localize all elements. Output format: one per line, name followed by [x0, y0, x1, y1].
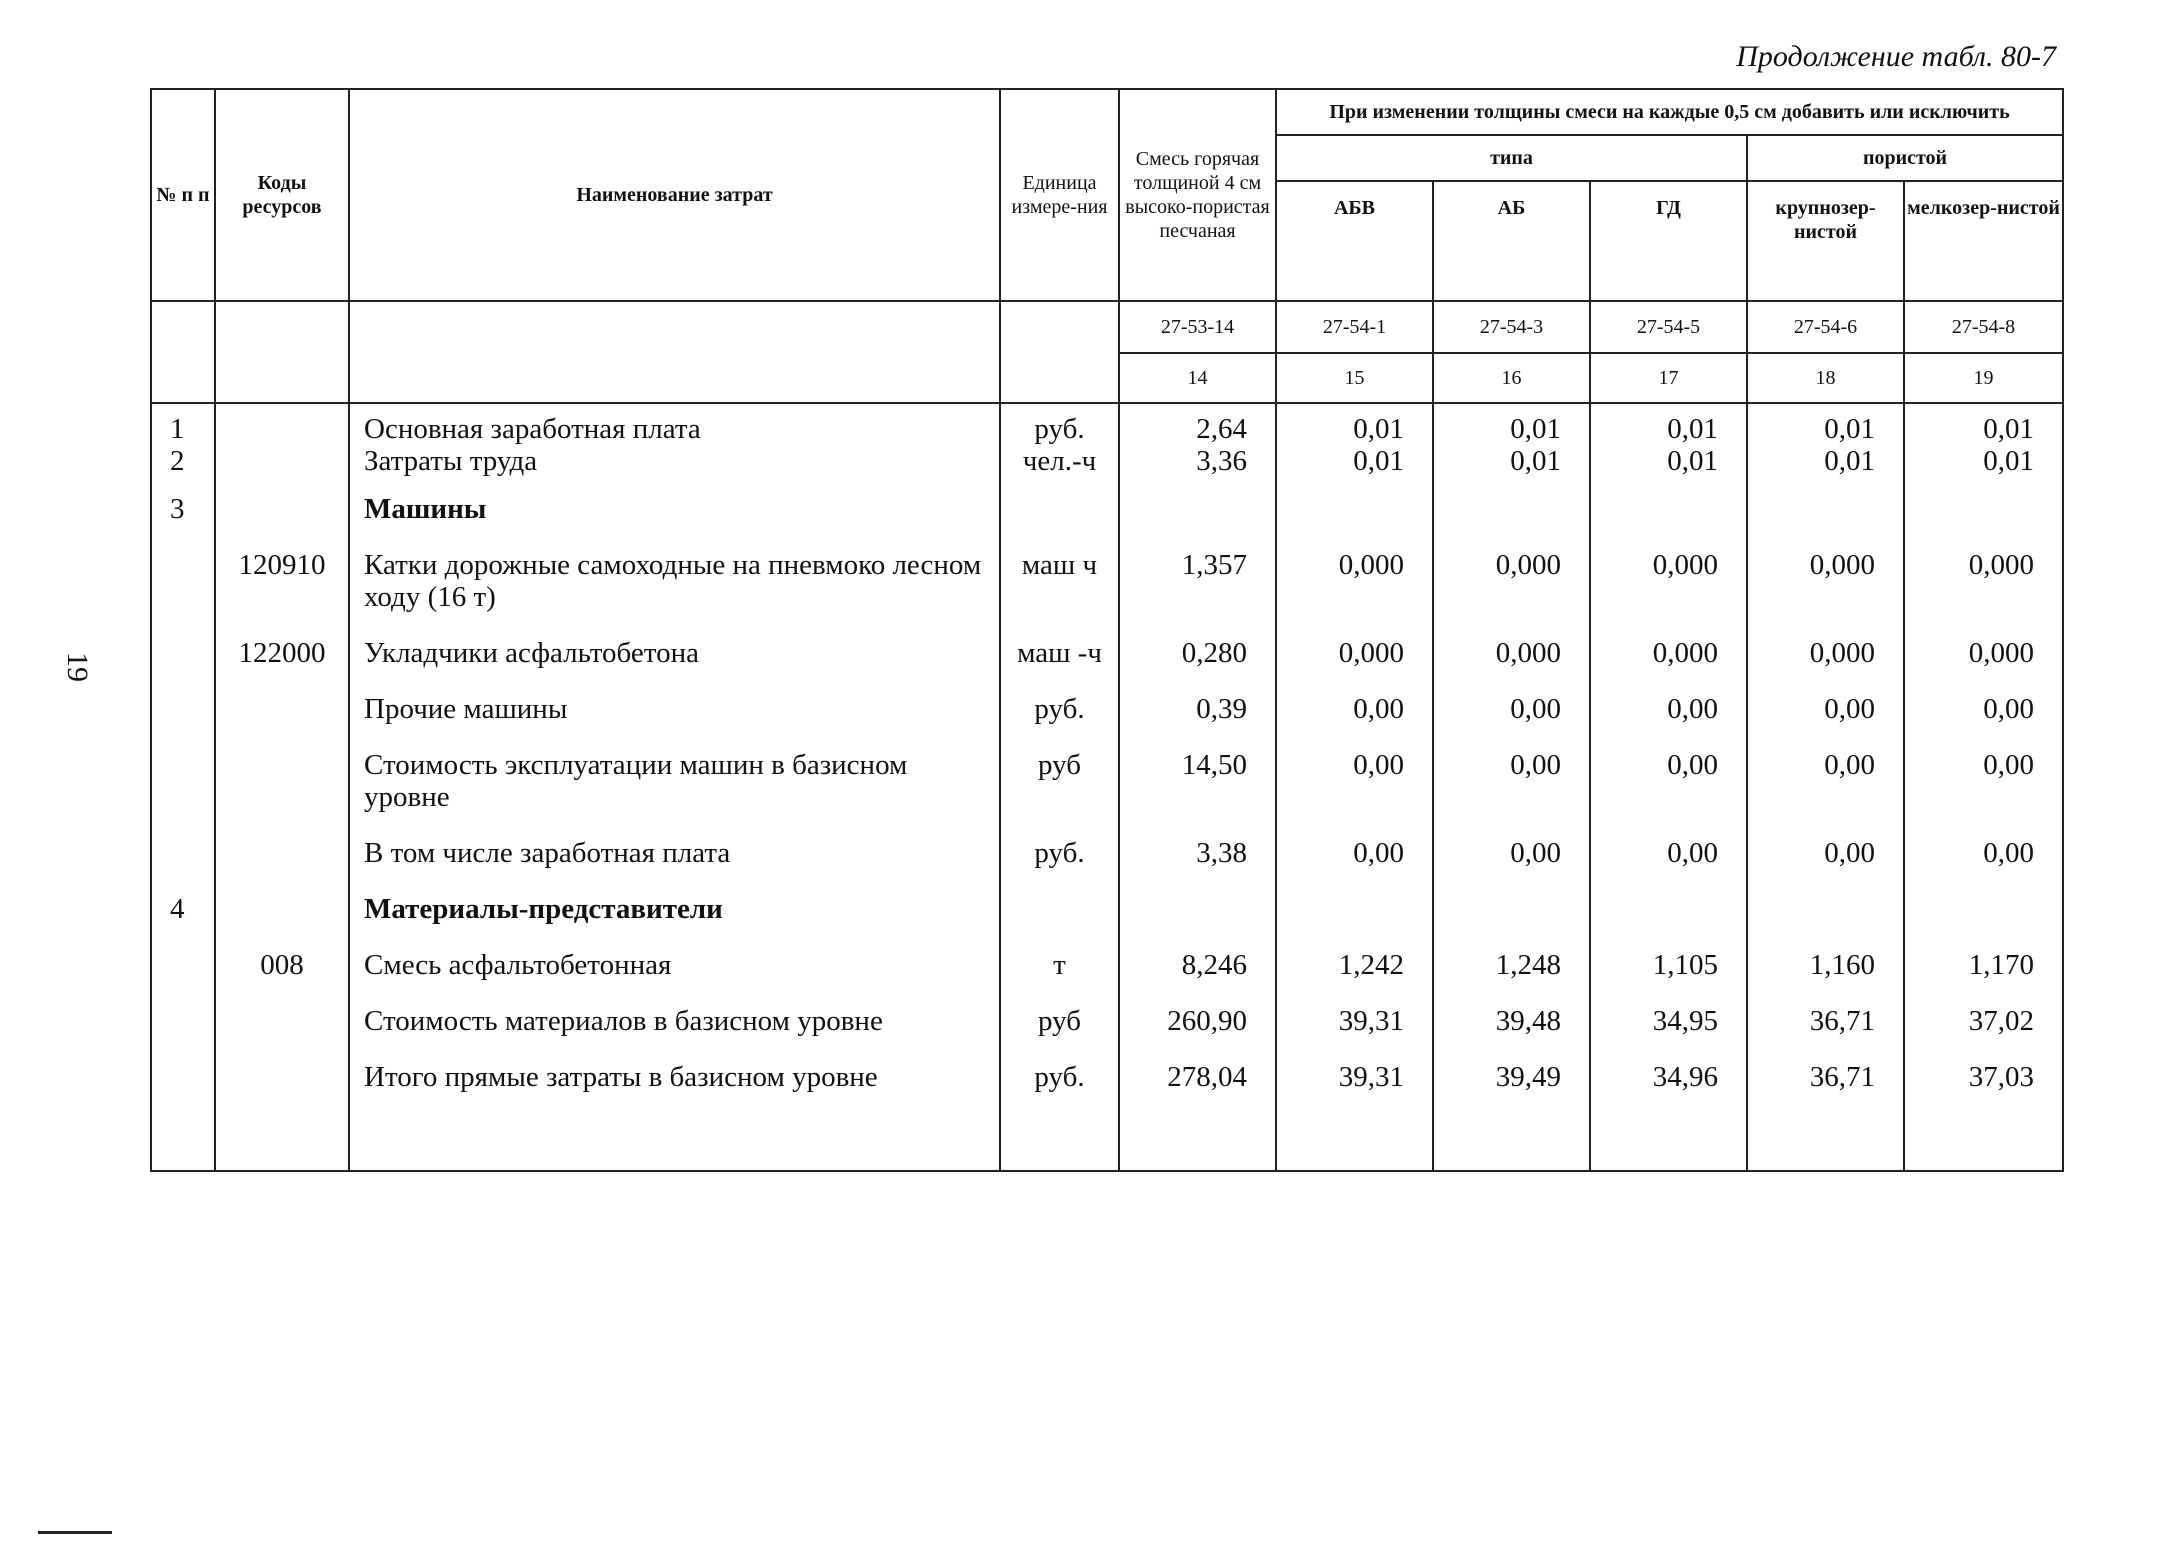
column-number: 17 [1590, 353, 1747, 403]
code-cell: 27-54-6 [1747, 301, 1904, 353]
value-cell: 0,01 [1904, 446, 2063, 478]
code-cell: 27-54-8 [1904, 301, 2063, 353]
table-row [151, 403, 2063, 446]
value-cell: 1,160 [1747, 942, 1904, 998]
value-cell [1904, 478, 2063, 542]
value-cell [1433, 886, 1590, 942]
value-cell: 39,49 [1433, 1054, 1590, 1110]
value-cell: 14,50 [1119, 742, 1276, 830]
value-cell [1904, 886, 2063, 942]
unit: руб. [1000, 686, 1119, 742]
header-type-group: типа [1276, 135, 1747, 181]
value-cell: 0,00 [1590, 830, 1747, 886]
empty-cell [1433, 1110, 1590, 1171]
value-cell: 8,246 [1119, 942, 1276, 998]
empty-cell [151, 1110, 215, 1171]
value-cell: 0,000 [1590, 542, 1747, 630]
value-cell: 0,00 [1904, 686, 2063, 742]
header-sub-ab: АБ [1433, 181, 1590, 301]
value-cell: 0,000 [1433, 542, 1590, 630]
header-blank [1000, 353, 1119, 403]
row-number [151, 998, 215, 1054]
unit: руб. [1000, 403, 1119, 446]
value-cell: 0,00 [1433, 830, 1590, 886]
value-cell: 0,000 [1747, 630, 1904, 686]
header-unit: Единица измере-ния [1000, 89, 1119, 301]
resource-code [215, 998, 349, 1054]
cost-name: Катки дорожные самоходные на пневмоко лесном ходу (16 т) [349, 542, 1000, 630]
value-cell: 0,000 [1276, 630, 1433, 686]
resource-code [215, 403, 349, 446]
unit: руб. [1000, 830, 1119, 886]
table-row [151, 942, 2063, 998]
cost-name: Машины [349, 478, 1000, 542]
cost-name: Затраты труда [349, 446, 1000, 478]
header-porous-group: пористой [1747, 135, 2063, 181]
value-cell: 0,000 [1276, 542, 1433, 630]
resource-code [215, 478, 349, 542]
resource-code [215, 446, 349, 478]
value-cell: 0,00 [1276, 742, 1433, 830]
cost-name: Стоимость эксплуатации машин в базисном уровне [349, 742, 1000, 830]
empty-cell [1000, 1110, 1119, 1171]
value-cell [1276, 478, 1433, 542]
header-blank [349, 353, 1000, 403]
value-cell: 0,01 [1904, 403, 2063, 446]
value-cell: 0,01 [1433, 403, 1590, 446]
column-number: 16 [1433, 353, 1590, 403]
value-cell: 0,00 [1904, 742, 2063, 830]
value-cell: 3,38 [1119, 830, 1276, 886]
resource-code [215, 830, 349, 886]
value-cell: 278,04 [1119, 1054, 1276, 1110]
cost-name: В том числе заработная плата [349, 830, 1000, 886]
table-row [151, 998, 2063, 1054]
resource-code [215, 742, 349, 830]
value-cell: 0,000 [1904, 630, 2063, 686]
value-cell: 0,000 [1747, 542, 1904, 630]
table-row [151, 478, 2063, 542]
empty-cell [1119, 1110, 1276, 1171]
value-cell: 0,00 [1433, 742, 1590, 830]
header-sub-gd: ГД [1590, 181, 1747, 301]
empty-cell [1590, 1110, 1747, 1171]
table-body [151, 403, 2063, 1171]
resource-code: 122000 [215, 630, 349, 686]
table-bottom-row [151, 1110, 2063, 1171]
empty-cell [1904, 1110, 2063, 1171]
value-cell [1590, 886, 1747, 942]
value-cell: 0,01 [1433, 446, 1590, 478]
unit: маш ч [1000, 542, 1119, 630]
value-cell: 0,00 [1747, 686, 1904, 742]
value-cell: 39,48 [1433, 998, 1590, 1054]
empty-cell [349, 1110, 1000, 1171]
value-cell: 1,105 [1590, 942, 1747, 998]
value-cell: 0,000 [1433, 630, 1590, 686]
unit: руб [1000, 742, 1119, 830]
table-row [151, 830, 2063, 886]
cost-name: Прочие машины [349, 686, 1000, 742]
header-blank [215, 353, 349, 403]
value-cell: 0,01 [1590, 403, 1747, 446]
table-row [151, 742, 2063, 830]
resource-code: 120910 [215, 542, 349, 630]
header-sub-coarse: крупнозер-нистой [1747, 181, 1904, 301]
unit [1000, 886, 1119, 942]
column-number: 19 [1904, 353, 2063, 403]
header-blank [151, 301, 215, 353]
value-cell: 0,00 [1590, 686, 1747, 742]
empty-cell [1276, 1110, 1433, 1171]
value-cell: 0,01 [1747, 403, 1904, 446]
cost-name: Материалы-представители [349, 886, 1000, 942]
value-cell: 1,242 [1276, 942, 1433, 998]
value-cell: 0,01 [1747, 446, 1904, 478]
value-cell: 0,00 [1433, 686, 1590, 742]
row-number: 4 [151, 886, 215, 942]
header-blank [215, 301, 349, 353]
value-cell: 0,000 [1904, 542, 2063, 630]
empty-cell [215, 1110, 349, 1171]
footer-rule [38, 1531, 112, 1534]
value-cell: 0,00 [1747, 742, 1904, 830]
value-cell: 0,00 [1747, 830, 1904, 886]
code-cell: 27-53-14 [1119, 301, 1276, 353]
column-number: 14 [1119, 353, 1276, 403]
value-cell: 36,71 [1747, 1054, 1904, 1110]
header-num: № п п [151, 89, 215, 301]
value-cell [1276, 886, 1433, 942]
table-row [151, 1054, 2063, 1110]
resource-code [215, 1054, 349, 1110]
value-cell [1590, 478, 1747, 542]
table-row [151, 686, 2063, 742]
cost-name: Основная заработная плата [349, 403, 1000, 446]
resource-code [215, 686, 349, 742]
value-cell: 1,170 [1904, 942, 2063, 998]
row-number: 2 [151, 446, 215, 478]
value-cell: 37,02 [1904, 998, 2063, 1054]
cost-table [150, 88, 2064, 1172]
cost-name: Укладчики асфальтобетона [349, 630, 1000, 686]
value-cell: 0,280 [1119, 630, 1276, 686]
value-cell: 1,248 [1433, 942, 1590, 998]
value-cell: 1,357 [1119, 542, 1276, 630]
header-mix-column: Смесь горячая толщиной 4 см высоко-пористая песчаная [1119, 89, 1276, 301]
value-cell: 0,00 [1590, 742, 1747, 830]
value-cell [1433, 478, 1590, 542]
row-number [151, 686, 215, 742]
row-number [151, 630, 215, 686]
cost-name: Итого прямые затраты в базисном уровне [349, 1054, 1000, 1110]
header-change-title: При изменении толщины смеси на каждые 0,5 см добавить или исключить [1276, 89, 2063, 135]
unit: руб [1000, 998, 1119, 1054]
value-cell: 0,39 [1119, 686, 1276, 742]
resource-code: 008 [215, 942, 349, 998]
value-cell: 39,31 [1276, 998, 1433, 1054]
row-number [151, 542, 215, 630]
header-blank [349, 301, 1000, 353]
value-cell: 0,000 [1590, 630, 1747, 686]
value-cell: 3,36 [1119, 446, 1276, 478]
value-cell: 0,00 [1904, 830, 2063, 886]
row-number [151, 942, 215, 998]
value-cell: 2,64 [1119, 403, 1276, 446]
header-sub-fine: мелкозер-нистой [1904, 181, 2063, 301]
unit: чел.-ч [1000, 446, 1119, 478]
code-cell: 27-54-5 [1590, 301, 1747, 353]
table-row [151, 630, 2063, 686]
code-cell: 27-54-3 [1433, 301, 1590, 353]
page-number: 19 [61, 652, 94, 682]
value-cell: 36,71 [1747, 998, 1904, 1054]
code-cell: 27-54-1 [1276, 301, 1433, 353]
unit [1000, 478, 1119, 542]
table-row [151, 542, 2063, 630]
value-cell: 39,31 [1276, 1054, 1433, 1110]
header-blank [1000, 301, 1119, 353]
value-cell [1119, 478, 1276, 542]
value-cell [1119, 886, 1276, 942]
value-cell: 34,95 [1590, 998, 1747, 1054]
value-cell [1747, 478, 1904, 542]
value-cell: 0,00 [1276, 686, 1433, 742]
unit: т [1000, 942, 1119, 998]
row-number [151, 830, 215, 886]
table-continuation-caption: Продолжение табл. 80-7 [1736, 40, 2056, 73]
unit: руб. [1000, 1054, 1119, 1110]
cost-name: Смесь асфальтобетонная [349, 942, 1000, 998]
unit: маш -ч [1000, 630, 1119, 686]
cost-table-container [150, 88, 2062, 1098]
row-number: 3 [151, 478, 215, 542]
empty-cell [1747, 1110, 1904, 1171]
column-number: 18 [1747, 353, 1904, 403]
value-cell: 34,96 [1590, 1054, 1747, 1110]
resource-code [215, 886, 349, 942]
value-cell [1747, 886, 1904, 942]
header-sub-abv: АБВ [1276, 181, 1433, 301]
cost-name: Стоимость материалов в базисном уровне [349, 998, 1000, 1054]
value-cell: 0,01 [1590, 446, 1747, 478]
header-codes: Коды ресурсов [215, 89, 349, 301]
row-number: 1 [151, 403, 215, 446]
value-cell: 0,00 [1276, 830, 1433, 886]
value-cell: 0,01 [1276, 446, 1433, 478]
table-row [151, 886, 2063, 942]
row-number [151, 742, 215, 830]
value-cell: 37,03 [1904, 1054, 2063, 1110]
table-row [151, 446, 2063, 478]
value-cell: 0,01 [1276, 403, 1433, 446]
column-number: 15 [1276, 353, 1433, 403]
value-cell: 260,90 [1119, 998, 1276, 1054]
header-blank [151, 353, 215, 403]
header-name: Наименование затрат [349, 89, 1000, 301]
row-number [151, 1054, 215, 1110]
